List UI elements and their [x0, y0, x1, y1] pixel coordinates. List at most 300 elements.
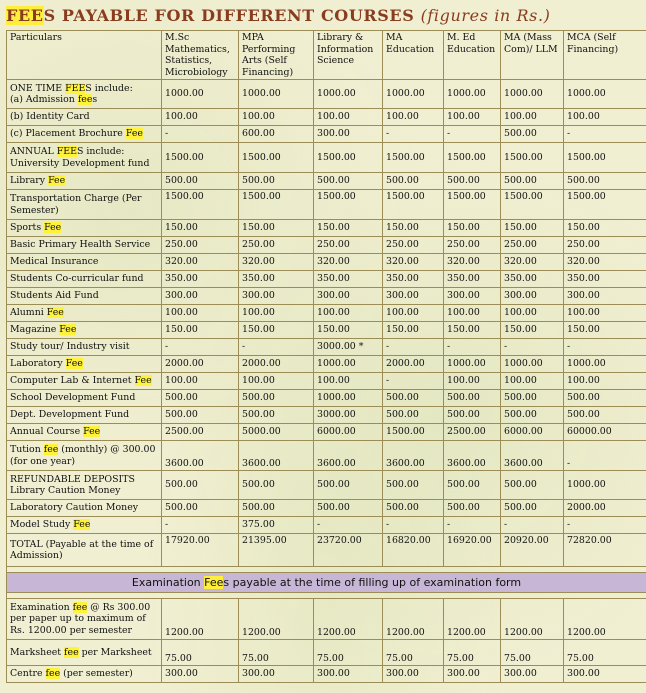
- table-cell: -: [383, 339, 444, 356]
- table-cell: 500.00: [501, 126, 564, 143]
- table-cell: 100.00: [501, 373, 564, 390]
- table-row: [7, 237, 646, 254]
- table-cell: 100.00: [444, 373, 501, 390]
- table-row: [7, 666, 646, 683]
- col-header-mca: MCA (Self Financing): [564, 31, 646, 80]
- label-text: ANNUAL: [10, 146, 57, 157]
- table-cell: 150.00: [314, 322, 383, 339]
- table-cell: 1500.00: [314, 190, 383, 220]
- table-cell: 150.00: [239, 220, 314, 237]
- title-text: S PAYABLE FOR DIFFERENT COURSES: [43, 6, 415, 25]
- table-cell: -: [564, 441, 646, 471]
- table-cell: 1000.00: [564, 356, 646, 373]
- table-cell: 500.00: [239, 407, 314, 424]
- table-cell: 500.00: [383, 500, 444, 517]
- table-cell: 100.00: [162, 305, 239, 322]
- table-cell: 250.00: [501, 237, 564, 254]
- table-cell: 500.00: [564, 173, 646, 190]
- label-text: Examination: [131, 575, 205, 589]
- label-text: Model Study: [10, 519, 74, 531]
- table-row: [7, 190, 646, 220]
- table-cell: 300.00: [314, 666, 383, 683]
- table-cell: -: [564, 126, 646, 143]
- table-cell: 500.00: [501, 471, 564, 500]
- table-cell: 75.00: [383, 640, 444, 666]
- row-label-sports: [7, 220, 162, 237]
- table-row: [7, 305, 646, 322]
- table-cell: 75.00: [444, 640, 501, 666]
- table-row: [7, 599, 646, 640]
- row-label-magazine: [7, 322, 162, 339]
- table-row: [7, 109, 646, 126]
- table-cell: 300.00: [564, 288, 646, 305]
- table-cell: 500.00: [162, 390, 239, 407]
- table-cell: 500.00: [501, 390, 564, 407]
- table-row: [7, 80, 646, 109]
- table-cell: 17920.00: [162, 534, 239, 567]
- row-label-health: Basic Primary Health Service: [7, 237, 162, 254]
- label-text: s payable at the time of filling up of examination form: [223, 575, 522, 589]
- table-row: [7, 220, 646, 237]
- label-highlight: fee: [72, 601, 88, 613]
- row-label-annual-course: [7, 424, 162, 441]
- table-cell: 500.00: [444, 173, 501, 190]
- table-cell: 350.00: [444, 271, 501, 288]
- table-cell: 1200.00: [383, 599, 444, 640]
- table-cell: 75.00: [162, 640, 239, 666]
- table-cell: -: [444, 339, 501, 356]
- label-highlight: Fee: [134, 375, 152, 387]
- table-cell: 1200.00: [162, 599, 239, 640]
- table-cell: 3600.00: [314, 441, 383, 471]
- page-title: [6, 4, 646, 28]
- label-highlight: Fee: [204, 575, 224, 589]
- col-header-mpa: MPA Performing Arts (Self Financing): [239, 31, 314, 80]
- label-text: Sports: [10, 222, 45, 234]
- table-cell: 1500.00: [444, 190, 501, 220]
- table-cell: 250.00: [239, 237, 314, 254]
- table-row: [7, 173, 646, 190]
- table-cell: 75.00: [564, 640, 646, 666]
- table-cell: 300.00: [314, 126, 383, 143]
- table-cell: 1000.00: [314, 80, 383, 109]
- row-label-admission: [7, 80, 162, 109]
- table-cell: 300.00: [314, 288, 383, 305]
- table-cell: 1500.00: [501, 190, 564, 220]
- table-cell: 3000.00 *: [314, 339, 383, 356]
- table-cell: 100.00: [444, 109, 501, 126]
- table-cell: 16920.00: [444, 534, 501, 567]
- table-cell: 100.00: [162, 109, 239, 126]
- table-row: [7, 407, 646, 424]
- table-cell: 100.00: [314, 305, 383, 322]
- table-cell: 75.00: [314, 640, 383, 666]
- row-label-total: TOTAL (Payable at the time of Admission): [7, 534, 162, 567]
- table-row: [7, 534, 646, 567]
- table-cell: 250.00: [444, 237, 501, 254]
- label-text: Library Caution Money: [10, 485, 121, 496]
- label-text: Library: [10, 175, 49, 187]
- table-cell: 16820.00: [383, 534, 444, 567]
- table-cell: 3600.00: [501, 441, 564, 471]
- table-cell: 5000.00: [239, 424, 314, 441]
- table-cell: 1500.00: [239, 190, 314, 220]
- table-cell: 2000.00: [239, 356, 314, 373]
- table-cell: 100.00: [564, 373, 646, 390]
- table-cell: 1000.00: [162, 80, 239, 109]
- table-row: [7, 126, 646, 143]
- table-cell: 75.00: [239, 640, 314, 666]
- table-cell: 1000.00: [564, 471, 646, 500]
- table-row: [7, 356, 646, 373]
- table-cell: 320.00: [383, 254, 444, 271]
- table-cell: 1000.00: [501, 80, 564, 109]
- table-row: [7, 322, 646, 339]
- table-cell: 1000.00: [501, 356, 564, 373]
- table-cell: 2500.00: [444, 424, 501, 441]
- table-cell: 500.00: [444, 390, 501, 407]
- table-cell: 320.00: [314, 254, 383, 271]
- label-highlight: Fee: [44, 222, 62, 234]
- col-header-library-science: Library & Information Science: [314, 31, 383, 80]
- table-cell: 21395.00: [239, 534, 314, 567]
- table-cell: 150.00: [444, 220, 501, 237]
- label-text: Tution: [10, 444, 44, 455]
- table-cell: 1500.00: [564, 143, 646, 173]
- label-text: Alumni: [10, 307, 47, 319]
- table-cell: 3600.00: [444, 441, 501, 471]
- table-cell: 350.00: [314, 271, 383, 288]
- table-cell: 350.00: [383, 271, 444, 288]
- table-cell: 250.00: [162, 237, 239, 254]
- row-label-library: [7, 173, 162, 190]
- table-cell: 250.00: [314, 237, 383, 254]
- table-cell: 100.00: [162, 373, 239, 390]
- table-cell: 3600.00: [239, 441, 314, 471]
- label-text: Magazine: [10, 324, 60, 336]
- table-cell: 2500.00: [162, 424, 239, 441]
- label-highlight: fee: [45, 668, 61, 680]
- table-cell: 500.00: [239, 471, 314, 500]
- table-cell: 150.00: [383, 322, 444, 339]
- table-cell: -: [564, 339, 646, 356]
- table-cell: 250.00: [564, 237, 646, 254]
- table-cell: 500.00: [239, 173, 314, 190]
- table-cell: 1000.00: [314, 356, 383, 373]
- table-cell: 500.00: [314, 173, 383, 190]
- label-highlight: FEE: [65, 82, 86, 94]
- label-text: (c) Placement Brochure: [10, 128, 126, 140]
- table-cell: -: [444, 126, 501, 143]
- label-highlight: Fee: [46, 307, 64, 319]
- table-cell: 320.00: [239, 254, 314, 271]
- row-label-cocurricular: Students Co-curricular fund: [7, 271, 162, 288]
- table-cell: 100.00: [239, 373, 314, 390]
- table-cell: 500.00: [564, 407, 646, 424]
- table-cell: 300.00: [564, 666, 646, 683]
- table-cell: 300.00: [162, 288, 239, 305]
- table-cell: -: [501, 339, 564, 356]
- table-row: [7, 254, 646, 271]
- label-text: Laboratory: [10, 358, 66, 370]
- table-cell: 1000.00: [564, 80, 646, 109]
- label-text: REFUNDABLE DEPOSITS: [10, 473, 135, 485]
- table-cell: 300.00: [501, 288, 564, 305]
- table-cell: -: [564, 517, 646, 534]
- table-cell: 320.00: [162, 254, 239, 271]
- table-cell: 250.00: [383, 237, 444, 254]
- table-cell: 100.00: [501, 305, 564, 322]
- table-cell: 100.00: [383, 109, 444, 126]
- row-label-university-development: [7, 143, 162, 173]
- table-row: [7, 288, 646, 305]
- table-cell: 500.00: [162, 500, 239, 517]
- label-highlight: FEE: [56, 146, 77, 157]
- label-text: Centre: [10, 668, 46, 680]
- table-cell: 100.00: [564, 305, 646, 322]
- col-header-ma-education: MA Education: [383, 31, 444, 80]
- label-text: Examination: [10, 601, 73, 613]
- table-cell: -: [162, 517, 239, 534]
- label-text: Marksheet: [10, 646, 65, 658]
- row-label-dept-development: Dept. Development Fund: [7, 407, 162, 424]
- table-cell: 150.00: [501, 322, 564, 339]
- table-cell: 1500.00: [564, 190, 646, 220]
- table-cell: -: [162, 126, 239, 143]
- label-text: Annual Course: [10, 426, 84, 438]
- label-highlight: Fee: [125, 128, 143, 140]
- table-cell: 320.00: [564, 254, 646, 271]
- table-row: [7, 471, 646, 500]
- table-cell: 1200.00: [564, 599, 646, 640]
- table-row: [7, 500, 646, 517]
- table-cell: 150.00: [162, 220, 239, 237]
- table-cell: 3600.00: [383, 441, 444, 471]
- table-cell: 350.00: [162, 271, 239, 288]
- table-cell: 20920.00: [501, 534, 564, 567]
- col-header-med: M. Ed Education: [444, 31, 501, 80]
- table-cell: 150.00: [501, 220, 564, 237]
- table-row: [7, 517, 646, 534]
- table-cell: -: [162, 339, 239, 356]
- table-cell: 350.00: [239, 271, 314, 288]
- table-row: [7, 640, 646, 666]
- table-row: [7, 424, 646, 441]
- row-label-school-development: School Development Fund: [7, 390, 162, 407]
- title-highlight: FEE: [6, 6, 44, 25]
- table-cell: 150.00: [162, 322, 239, 339]
- row-label-computer-lab: [7, 373, 162, 390]
- label-highlight: Fee: [48, 175, 66, 187]
- table-row: [7, 373, 646, 390]
- row-label-placement: [7, 126, 162, 143]
- title-note: (figures in Rs.): [420, 6, 551, 25]
- table-cell: 500.00: [564, 390, 646, 407]
- label-highlight: Fee: [65, 358, 83, 370]
- table-cell: 100.00: [239, 109, 314, 126]
- label-highlight: fee: [77, 94, 93, 105]
- table-cell: 100.00: [383, 305, 444, 322]
- col-header-particulars: Particulars: [7, 31, 162, 80]
- table-cell: 1500.00: [162, 190, 239, 220]
- table-cell: 100.00: [314, 373, 383, 390]
- table-cell: 500.00: [239, 500, 314, 517]
- row-label-exam-fee: [7, 599, 162, 640]
- table-cell: -: [383, 373, 444, 390]
- table-cell: 150.00: [239, 322, 314, 339]
- table-cell: 150.00: [383, 220, 444, 237]
- col-header-msc: M.Sc Mathematics, Statistics, Microbiology: [162, 31, 239, 80]
- label-highlight: Fee: [83, 426, 101, 438]
- table-cell: 500.00: [162, 173, 239, 190]
- table-cell: 300.00: [444, 288, 501, 305]
- label-text: (per semester): [60, 668, 133, 680]
- table-cell: 500.00: [501, 173, 564, 190]
- table-cell: 1500.00: [501, 143, 564, 173]
- table-cell: 500.00: [162, 407, 239, 424]
- table-cell: 500.00: [383, 471, 444, 500]
- table-cell: 600.00: [239, 126, 314, 143]
- row-label-alumni: [7, 305, 162, 322]
- table-cell: 1200.00: [501, 599, 564, 640]
- table-cell: 72820.00: [564, 534, 646, 567]
- table-cell: 1500.00: [239, 143, 314, 173]
- row-label-tution: [7, 441, 162, 471]
- table-cell: 3600.00: [162, 441, 239, 471]
- table-cell: 320.00: [501, 254, 564, 271]
- row-label-lab-caution: Laboratory Caution Money: [7, 500, 162, 517]
- table-cell: 1000.00: [444, 80, 501, 109]
- table-cell: 500.00: [383, 407, 444, 424]
- table-cell: 75.00: [501, 640, 564, 666]
- row-label-centre: [7, 666, 162, 683]
- table-cell: 1500.00: [383, 424, 444, 441]
- table-cell: -: [239, 339, 314, 356]
- table-cell: 150.00: [564, 220, 646, 237]
- table-cell: 500.00: [444, 471, 501, 500]
- label-text: ONE TIME: [10, 82, 66, 94]
- fees-table: [6, 30, 646, 683]
- header-row: [7, 31, 646, 80]
- table-cell: -: [383, 126, 444, 143]
- table-cell: 500.00: [383, 390, 444, 407]
- row-label-aid: Students Aid Fund: [7, 288, 162, 305]
- table-row: [7, 390, 646, 407]
- label-highlight: fee: [43, 444, 59, 455]
- row-label-model-study: [7, 517, 162, 534]
- table-cell: -: [444, 517, 501, 534]
- row-label-study-tour: Study tour/ Industry visit: [7, 339, 162, 356]
- table-cell: 2000.00: [383, 356, 444, 373]
- table-cell: 500.00: [239, 390, 314, 407]
- table-cell: 100.00: [444, 305, 501, 322]
- table-cell: 500.00: [162, 471, 239, 500]
- row-label-identity: (b) Identity Card: [7, 109, 162, 126]
- table-cell: 1200.00: [314, 599, 383, 640]
- table-cell: 350.00: [564, 271, 646, 288]
- table-cell: 1000.00: [383, 80, 444, 109]
- table-cell: -: [383, 517, 444, 534]
- table-cell: 500.00: [444, 407, 501, 424]
- table-cell: 1500.00: [383, 143, 444, 173]
- table-cell: 500.00: [501, 500, 564, 517]
- table-row: [7, 441, 646, 471]
- table-cell: 500.00: [314, 471, 383, 500]
- row-label-library-caution: [7, 471, 162, 500]
- table-cell: 150.00: [444, 322, 501, 339]
- table-cell: 100.00: [239, 305, 314, 322]
- table-cell: 6000.00: [314, 424, 383, 441]
- table-cell: 2000.00: [162, 356, 239, 373]
- label-highlight: Fee: [73, 519, 91, 531]
- table-cell: -: [314, 517, 383, 534]
- label-text: per Marksheet: [78, 646, 152, 658]
- row-label-marksheet: [7, 640, 162, 666]
- table-cell: 1500.00: [162, 143, 239, 173]
- label-text: (a) Admission: [10, 94, 78, 105]
- table-cell: 23720.00: [314, 534, 383, 567]
- table-cell: 1200.00: [444, 599, 501, 640]
- table-cell: 300.00: [383, 666, 444, 683]
- exam-banner: [7, 573, 646, 593]
- table-cell: 300.00: [501, 666, 564, 683]
- label-highlight: Fee: [59, 324, 77, 336]
- label-text: University Development fund: [10, 157, 150, 169]
- table-cell: 500.00: [501, 407, 564, 424]
- table-cell: 300.00: [444, 666, 501, 683]
- table-cell: 100.00: [314, 109, 383, 126]
- table-cell: 6000.00: [501, 424, 564, 441]
- row-label-laboratory: [7, 356, 162, 373]
- table-cell: 150.00: [564, 322, 646, 339]
- table-cell: 500.00: [444, 500, 501, 517]
- table-cell: 300.00: [239, 666, 314, 683]
- table-cell: 1000.00: [314, 390, 383, 407]
- table-cell: 350.00: [501, 271, 564, 288]
- table-cell: 1500.00: [383, 190, 444, 220]
- table-cell: 1500.00: [314, 143, 383, 173]
- row-label-medical: Medical Insurance: [7, 254, 162, 271]
- label-text: @ Rs 300.00 per paper up to maximum of Rs. 1200.00 per semester: [10, 601, 151, 636]
- table-cell: 1000.00: [444, 356, 501, 373]
- label-text: (monthly) @ 300.00 (for one year): [10, 444, 156, 467]
- table-cell: 1000.00: [239, 80, 314, 109]
- exam-banner-text: [7, 573, 646, 593]
- table-row: [7, 271, 646, 288]
- table-cell: 300.00: [383, 288, 444, 305]
- table-cell: 100.00: [501, 109, 564, 126]
- table-cell: 2000.00: [564, 500, 646, 517]
- table-cell: 150.00: [314, 220, 383, 237]
- table-cell: 1500.00: [444, 143, 501, 173]
- table-cell: 1200.00: [239, 599, 314, 640]
- col-header-ma-mass-com: MA (Mass Com)/ LLM: [501, 31, 564, 80]
- table-row: [7, 339, 646, 356]
- table-cell: 500.00: [383, 173, 444, 190]
- label-text: s: [92, 94, 98, 105]
- table-cell: 320.00: [444, 254, 501, 271]
- table-cell: 500.00: [314, 500, 383, 517]
- label-highlight: fee: [64, 646, 79, 658]
- label-text: Computer Lab & Internet: [10, 375, 135, 387]
- table-cell: 100.00: [564, 109, 646, 126]
- table-cell: 300.00: [239, 288, 314, 305]
- table-cell: 300.00: [162, 666, 239, 683]
- table-cell: 60000.00: [564, 424, 646, 441]
- table-row: [7, 143, 646, 173]
- table-cell: 375.00: [239, 517, 314, 534]
- row-label-transportation: Transportation Charge (Per Semester): [7, 190, 162, 220]
